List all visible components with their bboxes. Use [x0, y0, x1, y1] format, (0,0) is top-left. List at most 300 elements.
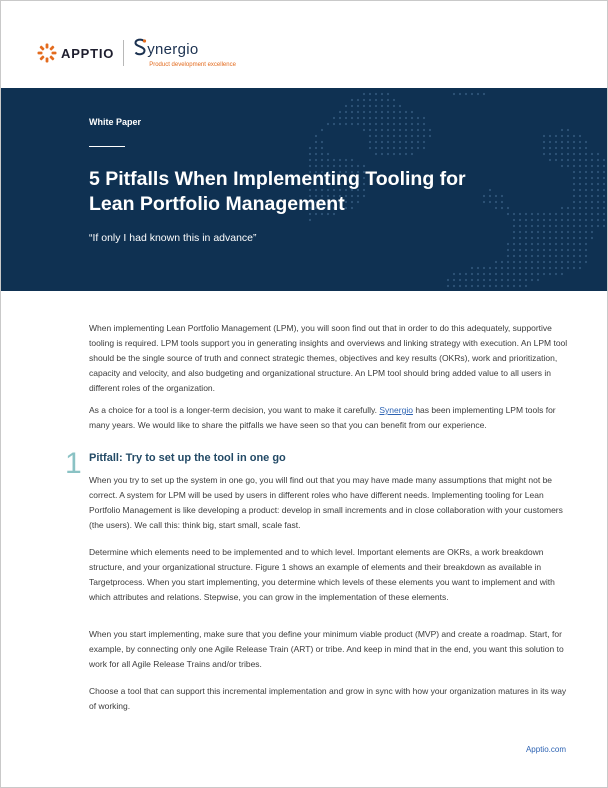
map-dot — [465, 285, 467, 287]
map-dot — [543, 141, 545, 143]
map-dot — [579, 207, 581, 209]
map-dot — [471, 273, 473, 275]
map-dot — [405, 147, 407, 149]
map-dot — [567, 153, 569, 155]
map-dot — [411, 141, 413, 143]
map-dot — [591, 177, 593, 179]
map-dot — [579, 147, 581, 149]
map-dot — [375, 105, 377, 107]
map-dot — [369, 93, 371, 95]
map-dot — [345, 123, 347, 125]
map-dot — [387, 141, 389, 143]
map-dot — [525, 219, 527, 221]
map-dot — [591, 189, 593, 191]
synergio-logo — [133, 38, 236, 68]
map-dot — [507, 279, 509, 281]
map-dot — [567, 231, 569, 233]
map-dot — [375, 141, 377, 143]
map-dot — [507, 267, 509, 269]
map-dot — [423, 117, 425, 119]
map-dot — [375, 111, 377, 113]
map-dot — [531, 261, 533, 263]
map-dot — [483, 93, 485, 95]
map-dot — [471, 267, 473, 269]
map-dot — [519, 231, 521, 233]
map-dot — [459, 279, 461, 281]
map-dot — [603, 207, 605, 209]
map-dot — [393, 129, 395, 131]
map-dot — [513, 219, 515, 221]
map-dot — [561, 231, 563, 233]
map-dot — [423, 141, 425, 143]
map-dot — [423, 123, 425, 125]
map-dot — [405, 129, 407, 131]
map-dot — [579, 225, 581, 227]
map-dot — [369, 135, 371, 137]
map-dot — [561, 207, 563, 209]
map-dot — [585, 243, 587, 245]
map-dot — [531, 231, 533, 233]
map-dot — [555, 255, 557, 257]
map-dot — [603, 225, 605, 227]
map-dot — [369, 99, 371, 101]
map-dot — [501, 261, 503, 263]
map-dot — [549, 159, 551, 161]
map-dot — [393, 123, 395, 125]
map-dot — [399, 111, 401, 113]
map-dot — [513, 213, 515, 215]
map-dot — [549, 249, 551, 251]
map-dot — [525, 231, 527, 233]
map-dot — [537, 231, 539, 233]
map-dot — [561, 261, 563, 263]
map-dot — [537, 249, 539, 251]
map-dot — [549, 153, 551, 155]
map-dot — [579, 243, 581, 245]
map-dot — [585, 201, 587, 203]
map-dot — [561, 213, 563, 215]
map-dot — [585, 141, 587, 143]
map-dot — [585, 231, 587, 233]
map-dot — [591, 153, 593, 155]
footer-link[interactable]: Apptio.com — [525, 745, 566, 754]
intro-paragraph-1: When implementing Lean Portfolio Management (LPM), you will soon find out that in order to do this adequately, supportive tooling is required. LPM tools support you in generating insights and overviews and linking strategy with execution. An LPM tool should be the single source of truth and connect strategic themes, objectives and key results (OKRs), work and prioritization, capacity and velocity, and also budgeting and organizational structure. An LPM tool should bring added value to all users in different roles of the organization. — [89, 323, 568, 393]
map-dot — [555, 267, 557, 269]
map-dot — [411, 135, 413, 137]
map-dot — [495, 267, 497, 269]
map-dot — [447, 285, 449, 287]
map-dot — [405, 111, 407, 113]
map-dot — [375, 123, 377, 125]
map-dot — [375, 135, 377, 137]
map-dot — [567, 237, 569, 239]
map-dot — [465, 279, 467, 281]
map-dot — [339, 159, 341, 161]
map-dot — [555, 249, 557, 251]
map-dot — [579, 249, 581, 251]
map-dot — [387, 147, 389, 149]
map-dot — [363, 93, 365, 95]
map-dot — [513, 261, 515, 263]
map-dot — [321, 159, 323, 161]
map-dot — [567, 255, 569, 257]
map-dot — [531, 213, 533, 215]
map-dot — [459, 285, 461, 287]
map-dot — [567, 225, 569, 227]
map-dot — [333, 159, 335, 161]
map-dot — [321, 141, 323, 143]
map-dot — [579, 165, 581, 167]
map-dot — [537, 279, 539, 281]
hero-divider — [89, 146, 125, 147]
map-dot — [393, 105, 395, 107]
map-dot — [567, 219, 569, 221]
map-dot — [531, 255, 533, 257]
map-dot — [531, 219, 533, 221]
map-dot — [579, 213, 581, 215]
map-dot — [549, 213, 551, 215]
map-dot — [597, 165, 599, 167]
map-dot — [333, 117, 335, 119]
map-dot — [321, 129, 323, 131]
map-dot — [555, 141, 557, 143]
map-dot — [381, 99, 383, 101]
map-dot — [423, 147, 425, 149]
map-dot — [519, 279, 521, 281]
map-dot — [555, 153, 557, 155]
map-dot — [405, 117, 407, 119]
map-dot — [345, 111, 347, 113]
section-paragraph-3: When you start implementing, make sure that you define your minimum viable product (MVP) and create a roadmap. Start, for example, by connecting only one Agile Release Train (ART) or tribe. And keep in mind that in the end, you want this solution to work for all Agile Release Trains and/or tribes. — [89, 629, 564, 669]
map-dot — [543, 255, 545, 257]
map-dot — [567, 267, 569, 269]
map-dot — [573, 237, 575, 239]
map-dot — [543, 225, 545, 227]
map-dot — [555, 147, 557, 149]
map-dot — [381, 141, 383, 143]
map-dot — [525, 249, 527, 251]
map-dot — [597, 219, 599, 221]
map-dot — [567, 243, 569, 245]
map-dot — [483, 285, 485, 287]
map-dot — [477, 267, 479, 269]
header-logos — [37, 36, 236, 70]
map-dot — [573, 135, 575, 137]
map-dot — [549, 219, 551, 221]
map-dot — [345, 159, 347, 161]
map-dot — [393, 117, 395, 119]
map-dot — [351, 111, 353, 113]
map-dot — [513, 285, 515, 287]
map-dot — [531, 279, 533, 281]
map-dot — [309, 159, 311, 161]
map-dot — [561, 255, 563, 257]
map-dot — [549, 243, 551, 245]
map-dot — [537, 261, 539, 263]
map-dot — [561, 135, 563, 137]
map-dot — [597, 159, 599, 161]
map-dot — [363, 129, 365, 131]
map-dot — [531, 273, 533, 275]
map-dot — [483, 273, 485, 275]
map-dot — [489, 279, 491, 281]
map-dot — [471, 279, 473, 281]
map-dot — [573, 147, 575, 149]
section-paragraph-2: Determine which elements need to be implemented and to which level. Important elements are OKRs, a work breakdown structure, and your organizational structure. Figure 1 shows an example of elements and their breakdown as available in Targetprocess. When you start implementing, you determine which levels of these elements you want to implement and with which attributes and relations. Stepwise, you can grow in the implementation of these elements. — [89, 547, 555, 602]
map-dot — [411, 153, 413, 155]
map-dot — [549, 141, 551, 143]
map-dot — [447, 279, 449, 281]
section-paragraph-4: Choose a tool that can support this incremental implementation and grow in sync with how your organization matures in its way of working. — [89, 686, 567, 711]
map-dot — [549, 255, 551, 257]
map-dot — [315, 147, 317, 149]
map-dot — [309, 147, 311, 149]
map-dot — [561, 225, 563, 227]
map-dot — [555, 219, 557, 221]
map-dot — [351, 99, 353, 101]
map-dot — [585, 237, 587, 239]
map-dot — [369, 147, 371, 149]
map-dot — [555, 213, 557, 215]
map-dot — [573, 231, 575, 233]
map-dot — [393, 147, 395, 149]
map-dot — [387, 93, 389, 95]
map-dot — [405, 123, 407, 125]
map-dot — [567, 207, 569, 209]
map-dot — [387, 99, 389, 101]
map-dot — [573, 183, 575, 185]
map-dot — [375, 93, 377, 95]
map-dot — [591, 171, 593, 173]
map-dot — [549, 225, 551, 227]
map-dot — [573, 171, 575, 173]
map-dot — [309, 153, 311, 155]
map-dot — [399, 117, 401, 119]
map-dot — [333, 123, 335, 125]
map-dot — [597, 207, 599, 209]
synergio-link[interactable]: Synergio — [379, 405, 413, 415]
map-dot — [537, 255, 539, 257]
map-dot — [561, 165, 563, 167]
map-dot — [369, 105, 371, 107]
map-dot — [573, 225, 575, 227]
map-dot — [507, 255, 509, 257]
map-dot — [393, 99, 395, 101]
map-dot — [591, 201, 593, 203]
map-dot — [507, 261, 509, 263]
map-dot — [381, 129, 383, 131]
map-dot — [351, 159, 353, 161]
map-dot — [603, 195, 605, 197]
map-dot — [591, 207, 593, 209]
map-dot — [399, 135, 401, 137]
map-dot — [585, 213, 587, 215]
map-dot — [465, 273, 467, 275]
map-dot — [513, 231, 515, 233]
map-dot — [525, 225, 527, 227]
map-dot — [513, 279, 515, 281]
map-dot — [357, 111, 359, 113]
map-dot — [405, 153, 407, 155]
map-dot — [513, 225, 515, 227]
map-dot — [549, 231, 551, 233]
map-dot — [381, 105, 383, 107]
map-dot — [591, 195, 593, 197]
map-dot — [525, 279, 527, 281]
map-dot — [411, 117, 413, 119]
map-dot — [411, 129, 413, 131]
map-dot — [585, 171, 587, 173]
map-dot — [363, 105, 365, 107]
map-dot — [321, 147, 323, 149]
map-dot — [315, 141, 317, 143]
map-dot — [369, 141, 371, 143]
map-dot — [327, 159, 329, 161]
map-dot — [405, 135, 407, 137]
map-dot — [531, 243, 533, 245]
map-dot — [603, 165, 605, 167]
map-dot — [519, 213, 521, 215]
map-dot — [519, 261, 521, 263]
map-dot — [399, 153, 401, 155]
map-dot — [561, 273, 563, 275]
map-dot — [471, 285, 473, 287]
map-dot — [531, 237, 533, 239]
document-type-label: White Paper — [89, 117, 142, 127]
map-dot — [417, 129, 419, 131]
map-dot — [603, 183, 605, 185]
map-dot — [417, 123, 419, 125]
map-dot — [387, 117, 389, 119]
map-dot — [531, 249, 533, 251]
map-dot — [411, 123, 413, 125]
map-dot — [579, 237, 581, 239]
map-dot — [411, 147, 413, 149]
map-dot — [321, 153, 323, 155]
map-dot — [573, 261, 575, 263]
map-dot — [567, 129, 569, 131]
map-dot — [369, 117, 371, 119]
map-dot — [603, 177, 605, 179]
map-dot — [375, 99, 377, 101]
map-dot — [573, 219, 575, 221]
map-dot — [309, 219, 311, 221]
map-dot — [519, 237, 521, 239]
map-dot — [585, 207, 587, 209]
map-dot — [555, 261, 557, 263]
map-dot — [513, 267, 515, 269]
map-dot — [561, 267, 563, 269]
map-dot — [525, 243, 527, 245]
map-dot — [399, 141, 401, 143]
map-dot — [549, 237, 551, 239]
map-dot — [417, 117, 419, 119]
map-dot — [561, 129, 563, 131]
map-dot — [573, 267, 575, 269]
map-dot — [573, 201, 575, 203]
map-dot — [585, 225, 587, 227]
synergio-wordmark: ynergio — [147, 41, 199, 58]
map-dot — [489, 285, 491, 287]
map-dot — [363, 123, 365, 125]
map-dot — [519, 285, 521, 287]
map-dot — [339, 123, 341, 125]
map-dot — [405, 141, 407, 143]
map-dot — [585, 195, 587, 197]
map-dot — [555, 273, 557, 275]
map-dot — [507, 249, 509, 251]
apptio-logo — [37, 43, 114, 63]
map-dot — [549, 267, 551, 269]
map-dot — [489, 273, 491, 275]
map-dot — [561, 249, 563, 251]
map-dot — [429, 129, 431, 131]
map-dot — [369, 111, 371, 113]
map-dot — [579, 261, 581, 263]
map-dot — [507, 285, 509, 287]
map-dot — [597, 153, 599, 155]
map-dot — [501, 267, 503, 269]
map-dot — [477, 279, 479, 281]
map-dot — [327, 153, 329, 155]
map-dot — [543, 243, 545, 245]
map-dot — [573, 243, 575, 245]
map-dot — [591, 213, 593, 215]
map-dot — [591, 165, 593, 167]
map-dot — [543, 213, 545, 215]
map-dot — [555, 135, 557, 137]
map-dot — [525, 273, 527, 275]
synergio-tagline: Product development excellence — [149, 62, 236, 68]
map-dot — [339, 117, 341, 119]
map-dot — [453, 273, 455, 275]
map-dot — [573, 189, 575, 191]
map-dot — [381, 93, 383, 95]
map-dot — [573, 255, 575, 257]
map-dot — [579, 153, 581, 155]
map-dot — [423, 129, 425, 131]
map-dot — [603, 201, 605, 203]
map-dot — [483, 279, 485, 281]
map-dot — [567, 159, 569, 161]
map-dot — [315, 135, 317, 137]
map-dot — [591, 159, 593, 161]
intro-paragraph-2: As a choice for a tool is a longer-term decision, you want to make it carefully. Synergio has been implementing LPM tools for many years. We would like to share the pitfalls we have seen so that you can benefit from our experience. — [89, 405, 556, 430]
map-dot — [525, 213, 527, 215]
map-dot — [495, 279, 497, 281]
map-dot — [579, 267, 581, 269]
map-dot — [417, 135, 419, 137]
map-dot — [591, 237, 593, 239]
map-dot — [549, 135, 551, 137]
map-dot — [579, 231, 581, 233]
logo-divider — [123, 40, 124, 66]
page-title: 5 Pitfalls When Implementing Tooling for Lean Portfolio Management — [89, 168, 466, 215]
map-dot — [351, 123, 353, 125]
map-dot — [357, 99, 359, 101]
map-dot — [525, 255, 527, 257]
map-dot — [363, 99, 365, 101]
map-dot — [585, 183, 587, 185]
map-dot — [387, 135, 389, 137]
map-dot — [537, 243, 539, 245]
map-dot — [579, 189, 581, 191]
map-dot — [477, 285, 479, 287]
map-dot — [369, 129, 371, 131]
map-dot — [537, 237, 539, 239]
map-dot — [567, 261, 569, 263]
map-dot — [597, 171, 599, 173]
